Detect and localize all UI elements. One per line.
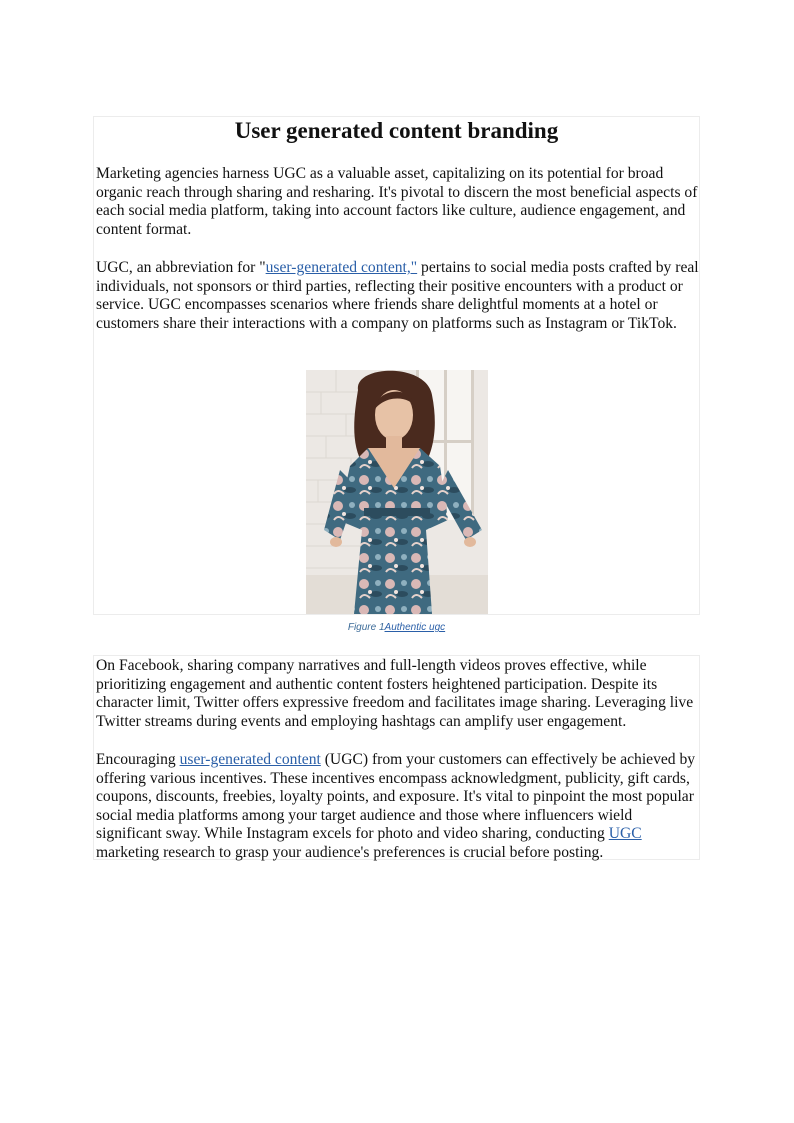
- caption-link[interactable]: Authentic ugc: [384, 622, 446, 633]
- paragraph-intro: Marketing agencies harness UGC as a valuable asset, capitalizing on its potential for broad organic reach through sharing and resharing. It's pivotal to discern the most beneficial aspects of each social media platform, taking into account factors like culture, audience engagement, and content format.: [96, 165, 698, 238]
- paragraph-text: marketing research to grasp your audience's preferences is crucial before posting.: [96, 843, 604, 861]
- paragraph-definition: [96, 259, 700, 333]
- paragraph-incentives: [96, 751, 700, 862]
- ugc-link-3[interactable]: UGC: [608, 825, 642, 842]
- paragraph-platforms: On Facebook, sharing company narratives and full-length videos proves effective, while prioritizing engagement and authentic content fosters heightened participation. Despite its character limit, Twitter offers expressive freedom and facilitates image sharing. Leveraging live Twitter streams during events and employing hashtags can amplify user engagement.: [96, 657, 694, 730]
- woman-in-floral-dress-image: [306, 370, 488, 614]
- caption-prefix: Figure 1: [347, 622, 385, 633]
- figure-caption: [93, 622, 700, 633]
- paragraph-text: UGC, an abbreviation for ": [96, 259, 266, 276]
- page-title: User generated content branding: [234, 118, 559, 143]
- paragraph-text: pertains to social media posts crafted by real individuals, not sponsors or third parties, reflecting their positive encounters with a product or service. UGC encompasses scenarios where friends share delightful moments at a hotel or customers share their interactions with a company on platforms such as Instagram or TikTok.: [96, 259, 699, 332]
- ugc-link-2[interactable]: user-generated content: [179, 751, 321, 768]
- fashion-photo: [306, 370, 488, 614]
- paragraph-text: Encouraging: [96, 751, 180, 768]
- paragraph-text: (UGC) from your customers can effectively be achieved by offering various incentives. These incentives encompass acknowledgment, publicity, gift cards, coupons, discounts, freebies, loyalty points, and exposure. It's vital to pinpoint the most popular social media platforms among your target audience and those where influencers wield significant sway. While Instagram excels for photo and video sharing, conducting: [96, 751, 696, 842]
- ugc-link[interactable]: user-generated content,": [265, 259, 418, 276]
